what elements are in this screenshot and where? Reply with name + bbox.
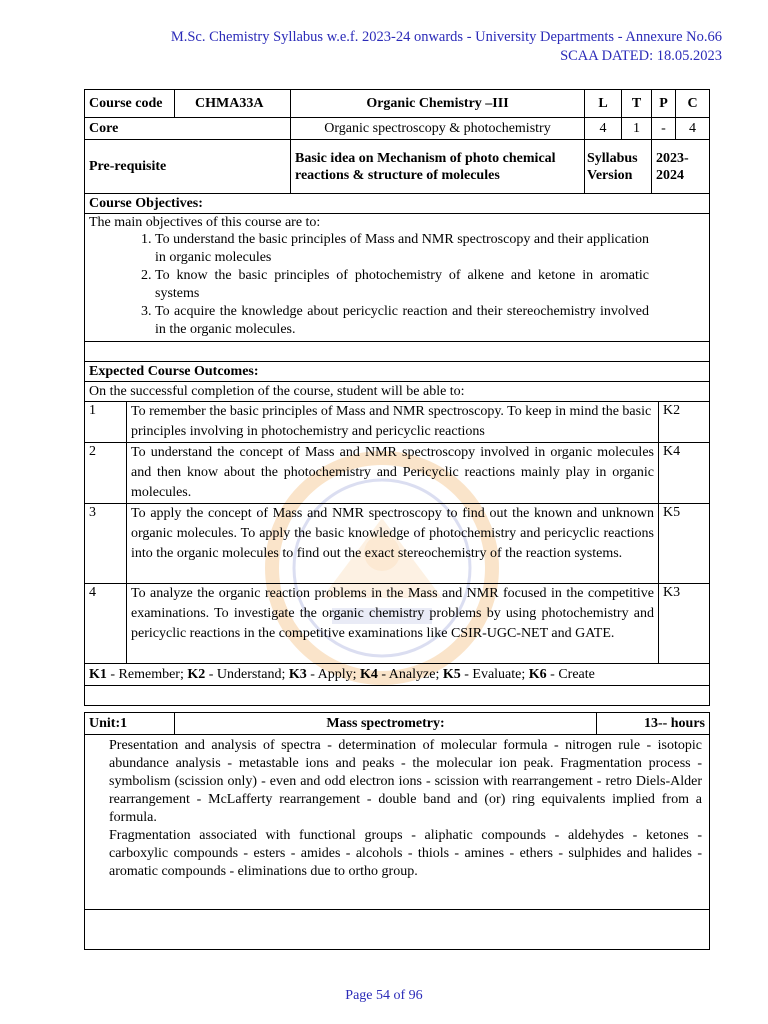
objectives-block: [85, 214, 710, 342]
k-level-legend: [85, 664, 710, 686]
objective-item: 3. To acquire the knowledge about pericyclic reaction and their stereochemistry involved in the organic molecules.: [155, 303, 705, 339]
unit-paragraph: Presentation and analysis of spectra - determination of molecular formula - nitrogen rule - isotopic abundance analysis - metastable ions and peaks - the molecular ion peak. Fragmentation process - symbolism (scission only) - even and odd electron ions - scission with rearrangement - retro Diels-Alder rearrangement - McLafferty rearrangement - double band and (or) ring equivalents implied from a formula.: [109, 738, 702, 825]
objectives-list: [89, 231, 705, 339]
outcome-number: 4: [85, 584, 127, 664]
objectives-heading: Course Objectives:: [85, 194, 710, 214]
outcome-number: 2: [85, 443, 127, 504]
header-P: P: [652, 90, 676, 118]
outcome-level: K3: [659, 584, 710, 664]
header-line-1: M.Sc. Chemistry Syllabus w.e.f. 2023-24 onwards - University Departments - Annexure No.66: [170, 29, 722, 45]
objective-item: 2. To know the basic principles of photochemistry of alkene and ketone in aromatic systems: [155, 267, 705, 303]
unit-paragraph: Fragmentation associated with functional groups - aliphatic compounds - aldehydes - ketones - carboxylic compounds - esters - amides - alcohols - thiols - amines - ethers - sulphides and halides - aromatic compounds - eliminations due to ortho group.: [109, 828, 702, 879]
legend-label: - Create: [546, 667, 595, 682]
course-code-label: Course code: [85, 90, 175, 118]
legend-key: K5: [442, 667, 461, 682]
legend-label: - Evaluate;: [460, 667, 529, 682]
unit-hours: 13-- hours: [597, 713, 710, 735]
unit-label: Unit:1: [85, 713, 175, 735]
outcome-number: 1: [85, 402, 127, 443]
blank-row: [85, 342, 710, 362]
outcome-text: To remember the basic principles of Mass and NMR spectroscopy. To keep in mind the basic principles involving in photochemistry and pericyclic reactions: [127, 402, 659, 443]
blank-row: [85, 686, 710, 706]
legend-key: K3: [288, 667, 307, 682]
value-C: 4: [676, 118, 710, 140]
prerequisite-text: Basic idea on Mechanism of photo chemical reactions & structure of molecules: [291, 140, 585, 194]
prerequisite-label: Pre-requisite: [85, 140, 291, 194]
value-L: 4: [585, 118, 622, 140]
legend-label: - Apply;: [306, 667, 361, 682]
outcome-text: To apply the concept of Mass and NMR spectroscopy to find out the known and unknown organic molecules. To apply the basic knowledge of photochemistry and pericyclic reactions into the organic molecules to find out the exact stereochemistry of the reaction systems.: [127, 504, 659, 584]
page-number: Page 54 of 96: [345, 988, 423, 1003]
objectives-intro: The main objectives of this course are to:: [89, 215, 321, 230]
objective-item: 1. To understand the basic principles of Mass and NMR spectroscopy and their application in organic molecules: [155, 231, 705, 267]
outcome-level: K5: [659, 504, 710, 584]
value-T: 1: [622, 118, 652, 140]
unit-content: [85, 735, 710, 910]
course-category: Core: [85, 118, 291, 140]
course-code: CHMA33A: [175, 90, 291, 118]
blank-row: [85, 910, 710, 950]
legend-key: K4: [360, 667, 378, 682]
outcome-text: To understand the concept of Mass and NMR spectroscopy involved in organic molecules and then know about the photochemistry and Pericyclic reactions mainly play in organic molecules.: [127, 443, 659, 504]
legend-key: K1: [89, 667, 107, 682]
value-P: -: [652, 118, 676, 140]
outcome-number: 3: [85, 504, 127, 584]
course-info-table: [84, 89, 710, 194]
outcomes-intro: On the successful completion of the course, student will be able to:: [85, 382, 710, 402]
objectives-outcomes-table: [84, 193, 710, 706]
header-L: L: [585, 90, 622, 118]
legend-label: - Analyze;: [377, 667, 443, 682]
outcome-level: K2: [659, 402, 710, 443]
legend-label: - Remember;: [106, 667, 188, 682]
header-T: T: [622, 90, 652, 118]
outcomes-heading: Expected Course Outcomes:: [85, 362, 710, 382]
unit-title: Mass spectrometry:: [175, 713, 597, 735]
legend-key: K2: [187, 667, 206, 682]
unit-table: [84, 712, 710, 950]
legend-label: - Understand;: [205, 667, 289, 682]
header-line-2: SCAA DATED: 18.05.2023: [560, 48, 722, 64]
legend-key: K6: [528, 667, 547, 682]
syllabus-version-value: 2023-2024: [652, 140, 710, 194]
outcome-level: K4: [659, 443, 710, 504]
header-C: C: [676, 90, 710, 118]
outcome-text: To analyze the organic reaction problems in the Mass and NMR focused in the competitive examinations. To investigate the organic chemistry problems by using photochemistry and pericyclic reactions in the competitive examinations like CSIR-UGC-NET and GATE.: [127, 584, 659, 664]
course-title: Organic Chemistry –III: [291, 90, 585, 118]
course-subtitle: Organic spectroscopy & photochemistry: [291, 118, 585, 140]
syllabus-version-label: Syllabus Version: [585, 140, 652, 194]
